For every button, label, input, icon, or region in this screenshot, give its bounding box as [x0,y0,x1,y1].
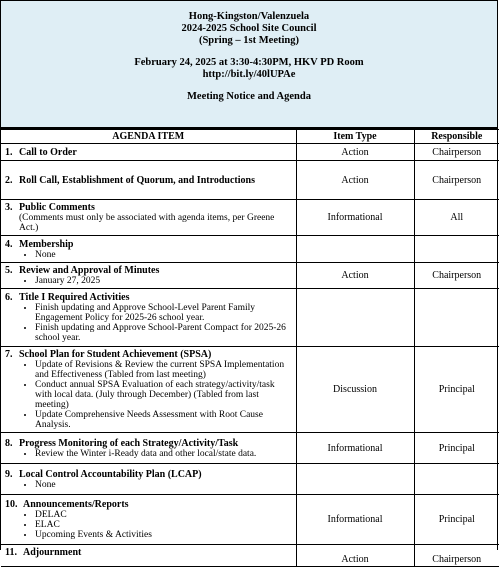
item-type: Action [296,545,414,567]
item-responsible: All [414,200,499,236]
item-bullets [5,480,292,490]
agenda-item [1,347,296,433]
item-title: Review and Approval of Minutes [19,265,160,276]
item-type: Action [296,161,414,200]
item-number: 5. [5,265,13,276]
item-title: Roll Call, Establishment of Quorum, and Introductions [19,174,255,186]
item-type: Action [296,263,414,289]
item-bullets [5,449,292,459]
agenda-item [1,200,296,236]
agenda-item [1,464,296,495]
table-row [1,347,499,433]
table-row [1,161,499,200]
item-title: Adjournment [23,547,82,558]
agenda-item [1,263,296,289]
item-number: 11. [5,547,17,558]
item-type: Informational [296,495,414,545]
item-number: 6. [5,292,13,303]
agenda-item [1,236,296,263]
item-type: Action [296,144,414,161]
meeting-label: (Spring – 1st Meeting) [198,35,300,46]
item-number: 8. [5,437,13,449]
item-responsible [414,289,499,347]
item-number: 1. [5,146,13,158]
list-item: • Review the Winter i-Ready data and other local/state data. [35,449,292,459]
item-bullets [5,276,292,286]
table-row [1,464,499,495]
item-title: Public Comments [19,202,95,213]
agenda-item [1,495,296,545]
list-item: • None [35,250,292,260]
item-responsible [414,464,499,495]
list-item: • Finish updating and Approve School-Parent Compact for 2025-26 school year. [35,323,292,343]
school-name: Hong-Kingston/Valenzuela [188,11,310,22]
item-responsible: Principal [414,433,499,464]
item-responsible: Principal [414,347,499,433]
table-row [1,236,499,263]
table-row [1,433,499,464]
agenda-item [1,161,296,200]
item-type: Informational [296,200,414,236]
table-row [1,289,499,347]
column-header-type: Item Type [296,130,414,144]
agenda-item [1,144,296,161]
item-number: 4. [5,238,13,250]
item-note: (Comments must only be associated with agenda items, per Greene Act.) [19,213,275,233]
list-item: • January 27, 2025 [35,276,292,286]
list-item: • Upcoming Events & Activities [35,530,292,540]
item-number: 9. [5,468,13,480]
item-responsible: Chairperson [414,263,499,289]
table-row [1,144,499,161]
item-responsible: Chairperson [414,161,499,200]
item-type [296,464,414,495]
table-row [1,263,499,289]
meeting-link[interactable]: http://bit.ly/40lUPAe [202,69,296,80]
item-bullets [5,250,292,260]
document-title: Meeting Notice and Agenda [187,91,311,102]
agenda-item [1,545,296,567]
item-title: School Plan for Student Achievement (SPSA) [19,349,212,360]
item-title: Announcements/Reports [23,499,129,510]
item-type: Informational [296,433,414,464]
item-bullets [5,303,292,343]
item-responsible: Chairperson [414,144,499,161]
agenda-item [1,289,296,347]
column-header-item: AGENDA ITEM [1,130,296,144]
list-item: • ELAC [35,520,292,530]
meeting-datetime: February 24, 2025 at 3:30-4:30PM, HKV PD Room [134,57,364,68]
item-responsible: Chairperson [414,545,499,567]
item-type [296,236,414,263]
item-number: 10. [5,499,18,510]
item-bullets [5,360,292,430]
item-title: Membership [19,238,74,250]
item-number: 3. [5,202,13,213]
list-item: • DELAC [35,510,292,520]
item-title: Call to Order [19,146,77,158]
document-header [1,0,497,129]
table-row [1,495,499,545]
list-item: • Conduct annual SPSA Evaluation of each strategy/activity/task with local data. (July through December) (Tabled from last meeting) [35,380,292,410]
table-row [1,545,499,567]
item-title: Progress Monitoring of each Strategy/Activity/Task [19,437,239,449]
item-title: Title I Required Activities [19,292,130,303]
list-item: • None [35,480,292,490]
item-title: Local Control Accountability Plan (LCAP) [19,468,202,480]
item-number: 2. [5,174,13,186]
list-item: • Finish updating and Approve School-Level Parent Family Engagement Policy for 2025-26 school year. [35,303,292,323]
item-responsible [414,236,499,263]
agenda-item [1,433,296,464]
council-name: 2024-2025 School Site Council [181,23,317,34]
item-bullets [5,510,292,540]
list-item: • Update Comprehensive Needs Assessment with Root Cause Analysis. [35,410,292,430]
agenda-table [1,129,499,567]
item-number: 7. [5,349,13,360]
table-header-row [1,130,499,144]
list-item: • Update of Revisions & Review the current SPSA Implementation and Effectiveness (Tabled from last meeting) [35,360,292,380]
item-type [296,289,414,347]
item-responsible: Principal [414,495,499,545]
column-header-responsible: Responsible [414,130,499,144]
table-row [1,200,499,236]
item-type: Discussion [296,347,414,433]
